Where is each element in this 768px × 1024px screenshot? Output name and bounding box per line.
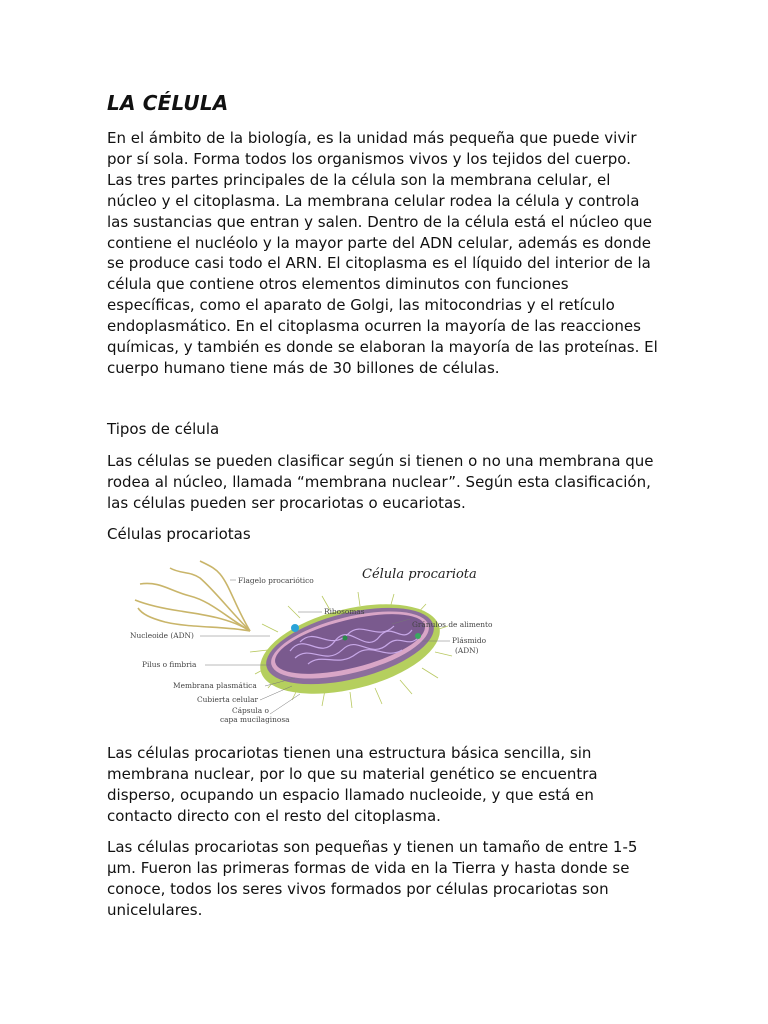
text-line: endoplasmático. En el citoplasma ocurren la mayoría de las reacciones — [107, 317, 641, 336]
text-line: rodea al núcleo, llamada “membrana nuclear”. Según esta clasificación, — [107, 472, 651, 491]
page-title: LA CÉLULA — [107, 91, 229, 115]
tipos-paragraph — [107, 451, 667, 514]
text-line: conoce, todos los seres vivos formados por células procariotas son — [107, 879, 609, 898]
food-granule — [291, 624, 299, 632]
text-line: las células pueden ser procariotas o eucariotas. — [107, 493, 466, 512]
text-line: Las células procariotas son pequeñas y tienen un tamaño de entre 1-5 — [107, 838, 638, 856]
ribosome — [343, 636, 348, 641]
label-plasmido-adn: (ADN) — [455, 646, 479, 655]
flagellum-strands — [135, 561, 250, 631]
text-line: núcleo y el citoplasma. La membrana celular rodea la célula y controla — [107, 191, 640, 210]
text-line: Las células se pueden clasificar según si tienen o no una membrana que — [107, 452, 654, 470]
label-nucleoide: Nucleoide (ADN) — [130, 631, 194, 640]
cell-illustration — [130, 556, 500, 728]
text-line: específicas, como el aparato de Golgi, las mitocondrias y el retículo — [107, 296, 615, 315]
section-heading-tipos: Tipos de célula — [107, 420, 220, 438]
text-line: contiene el nucléolo y la mayor parte del ADN celular, además es donde — [107, 233, 651, 252]
label-membrana: Membrana plasmática — [173, 681, 257, 690]
procariotas-paragraph-1 — [107, 743, 667, 827]
intro-paragraph — [107, 128, 667, 379]
text-line: Las tres partes principales de la célula son la membrana celular, el — [107, 170, 611, 189]
label-plasmido: Plásmido — [452, 636, 487, 645]
label-cubierta: Cubierta celular — [197, 695, 259, 704]
text-line: las sustancias que entran y salen. Dentro de la célula está el núcleo que — [107, 212, 652, 231]
text-line: cuerpo humano tiene más de 30 billones de células. — [107, 358, 500, 377]
text-line: contacto directo con el resto del citoplasma. — [107, 806, 441, 825]
label-flagelo: Flagelo procariótico — [238, 576, 314, 585]
text-line: químicas, y también es donde se elaboran la mayoría de las proteínas. El — [107, 338, 658, 357]
label-capsula: Cápsula o — [232, 706, 269, 715]
prokaryotic-cell-diagram — [130, 556, 500, 728]
label-ribosomas: Ribosomas — [324, 607, 365, 616]
text-line: µm. Fueron las primeras formas de vida en la Tierra y hasta donde se — [107, 858, 630, 877]
text-line: por sí sola. Forma todos los organismos vivos y los tejidos del cuerpo. — [107, 149, 631, 168]
label-capsula-capa: capa mucilaginosa — [220, 715, 290, 724]
text-line: En el ámbito de la biología, es la unidad más pequeña que puede vivir — [107, 129, 637, 147]
plasmid — [415, 633, 421, 639]
section-heading-procariotas: Células procariotas — [107, 525, 251, 543]
procariotas-paragraph-2 — [107, 837, 667, 921]
text-line: disperso, ocupando un espacio llamado nucleoide, y que está en — [107, 785, 594, 804]
figure-title: Célula procariota — [362, 567, 477, 582]
label-granulos: Gránulos de alimento — [412, 620, 493, 629]
text-line: Las células procariotas tienen una estructura básica sencilla, sin — [107, 744, 592, 762]
text-line: célula que contiene otros elementos diminutos con funciones — [107, 275, 569, 294]
text-line: unicelulares. — [107, 900, 203, 919]
text-line: membrana nuclear, por lo que su material genético se encuentra — [107, 764, 598, 783]
text-line: se produce casi todo el ARN. El citoplasma es el líquido del interior de la — [107, 254, 651, 273]
label-pilus: Pilus o fimbria — [142, 660, 197, 669]
